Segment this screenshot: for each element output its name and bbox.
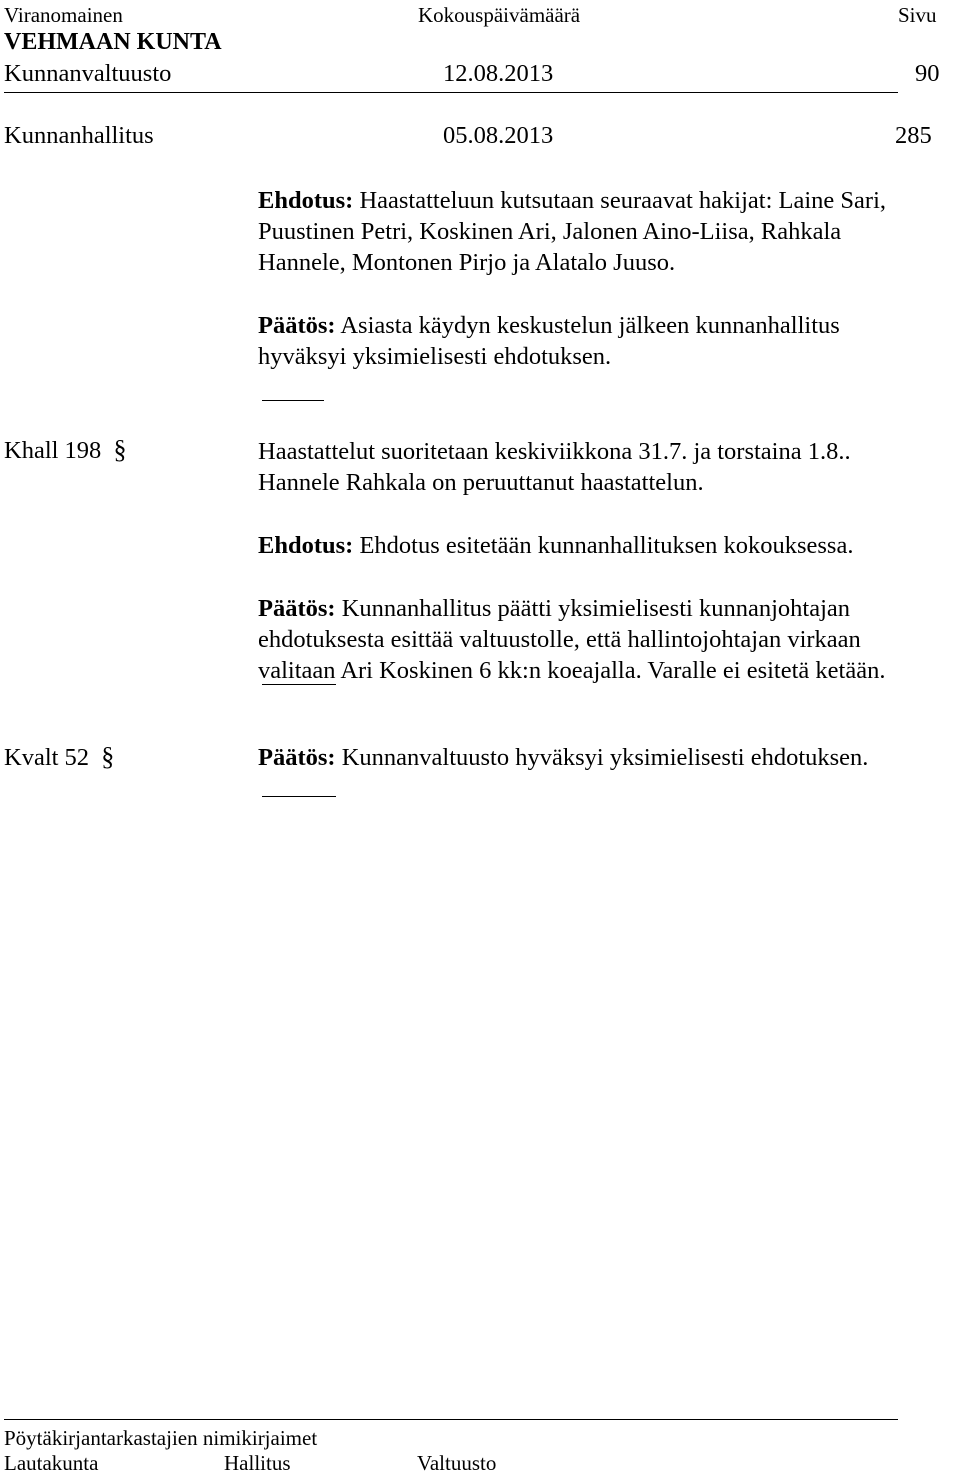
decision-label: Päätös: — [258, 744, 336, 771]
text-line: Haastattelut suoritetaan keskiviikkona 31.7. ja torstaina 1.8.. — [258, 438, 851, 465]
proposal-paragraph — [258, 530, 853, 561]
footer-title: Pöytäkirjantarkastajien nimikirjaimet — [4, 1426, 318, 1450]
footer-label-council: Valtuusto — [417, 1451, 497, 1475]
footer-label-government: Hallitus — [224, 1451, 291, 1475]
header-row-body: Kunnanhallitus — [4, 122, 154, 149]
text-line: hyväksyi yksimielisesti ehdotuksen. — [258, 343, 612, 370]
text-line: Ehdotus esitetään kunnanhallituksen kokouksessa. — [359, 532, 854, 559]
decision-label: Päätös: — [258, 595, 336, 622]
text-line: Asiasta käydyn keskustelun jälkeen kunnanhallitus — [340, 312, 840, 339]
text-line: ehdotuksesta esittää valtuustolle, että hallintojohtajan virkaan — [258, 626, 861, 653]
header-row-page: 90 — [915, 60, 940, 87]
short-divider — [262, 796, 336, 797]
header-col-authority: Viranomainen — [4, 3, 123, 27]
text-line: Kunnanhallitus päätti yksimielisesti kunnanjohtajan — [341, 595, 850, 622]
header-row-body: Kunnanvaltuusto — [4, 60, 172, 87]
header-divider — [4, 92, 898, 93]
proposal-label: Ehdotus: — [258, 187, 354, 214]
khall-reference — [4, 437, 126, 464]
proposal-label: Ehdotus: — [258, 532, 354, 559]
reference-number: Kvalt 52 — [4, 744, 90, 771]
short-divider — [262, 400, 324, 401]
footer-label-board: Lautakunta — [4, 1451, 99, 1475]
text-line: Puustinen Petri, Koskinen Ari, Jalonen Aino-Liisa, Rahkala — [258, 218, 842, 245]
council-decision-paragraph — [258, 742, 868, 773]
decision-paragraph — [258, 593, 885, 686]
short-divider — [262, 684, 336, 685]
org-name: VEHMAAN KUNTA — [4, 29, 222, 55]
interview-paragraph — [258, 436, 851, 498]
reference-number: Khall 198 — [4, 437, 102, 464]
section-sign: § — [101, 742, 115, 771]
text-line: Haastatteluun kutsutaan seuraavat hakijat: Laine Sari, — [359, 187, 887, 214]
proposal-paragraph — [258, 185, 886, 278]
header-col-page: Sivu — [898, 3, 937, 27]
text-line: Hannele Rahkala on peruuttanut haastattelun. — [258, 469, 704, 496]
header-row-date: 12.08.2013 — [443, 60, 554, 87]
header-row-page: 285 — [895, 122, 932, 149]
header-col-meeting-date: Kokouspäivämäärä — [418, 3, 581, 27]
decision-label: Päätös: — [258, 312, 336, 339]
decision-paragraph — [258, 310, 840, 372]
text-line: Hannele, Montonen Pirjo ja Alatalo Juuso. — [258, 249, 676, 276]
header-row-date: 05.08.2013 — [443, 122, 554, 149]
footer-divider — [4, 1419, 898, 1420]
text-line: valitaan Ari Koskinen 6 kk:n koeajalla. Varalle ei esitetä ketään. — [258, 657, 886, 684]
kvalt-reference — [4, 744, 114, 771]
text-line: Kunnanvaltuusto hyväksyi yksimielisesti ehdotuksen. — [341, 744, 869, 771]
section-sign: § — [113, 435, 127, 464]
